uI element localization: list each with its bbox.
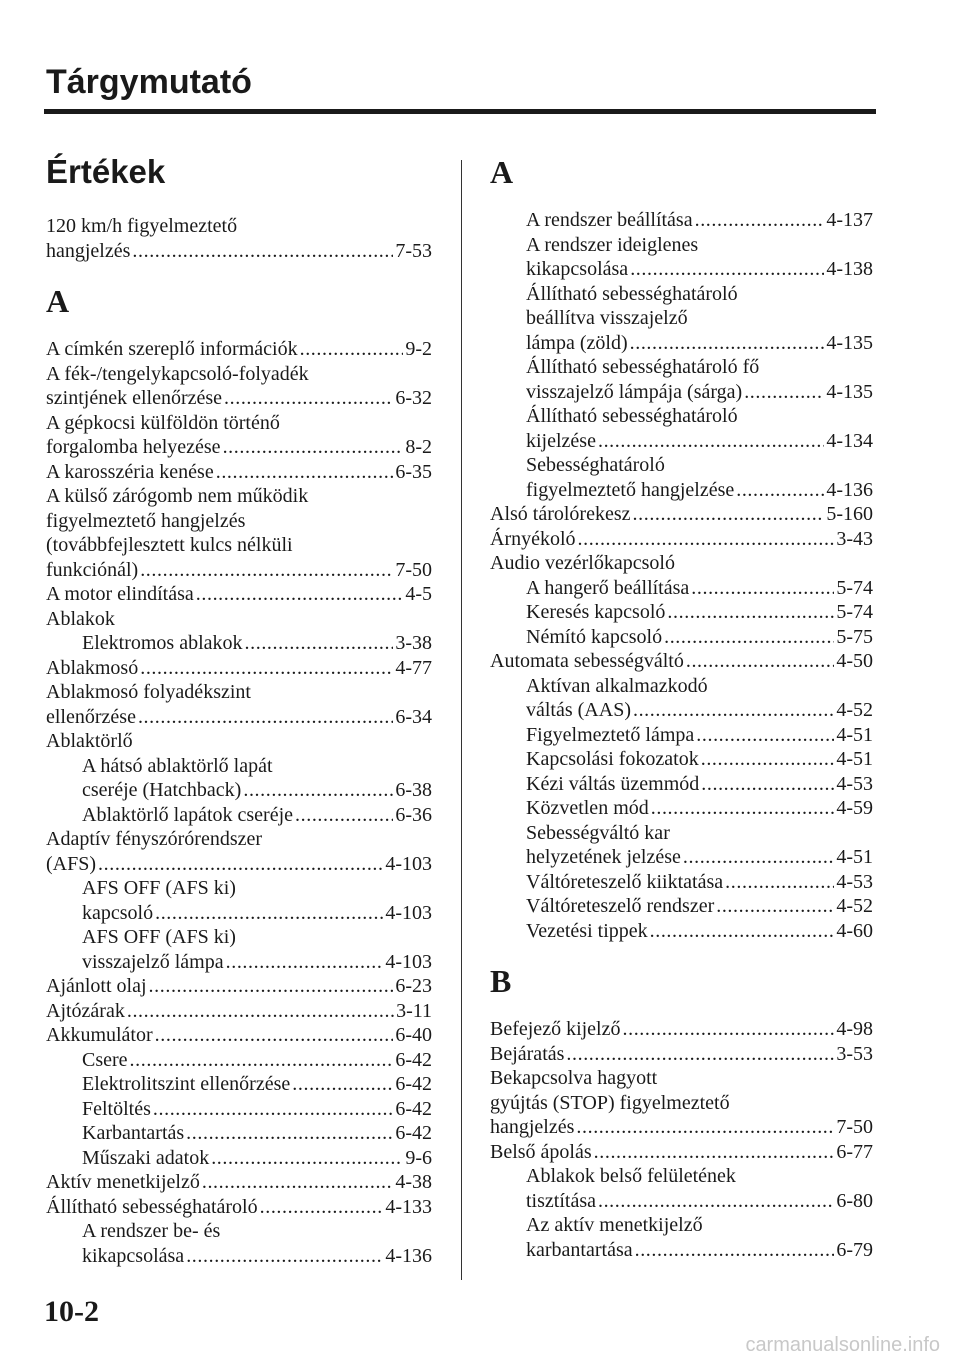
index-entry <box>46 509 432 534</box>
entry-text: Bejáratás <box>490 1042 565 1065</box>
entry-text: forgalomba helyezése <box>46 436 221 458</box>
index-subentry <box>46 1219 432 1244</box>
index-subentry <box>490 429 873 454</box>
page-reference: 4-51 <box>836 748 873 770</box>
page-reference: 4-135 <box>826 331 873 354</box>
entry-text: Váltóreteszelő rendszer <box>526 895 715 917</box>
entry-text: Aktívan alkalmazkodó <box>526 674 708 697</box>
entry-text: ellenőrzése <box>46 705 136 728</box>
leader-dots <box>633 698 834 723</box>
page-reference: 4-136 <box>385 1244 432 1267</box>
index-subentry <box>490 306 873 331</box>
index-entry <box>490 1066 873 1091</box>
page-reference: 3-43 <box>836 527 873 550</box>
index-subentry <box>490 257 873 282</box>
leader-dots <box>243 778 393 803</box>
page-reference: 6-42 <box>395 1122 432 1144</box>
entry-text: Váltóreteszelő kiiktatása <box>526 870 724 893</box>
entry-text: visszajelző lámpája (sárga) <box>526 380 743 403</box>
entry-text: Elektrolitszint ellenőrzése <box>82 1073 291 1095</box>
leader-dots <box>127 999 394 1024</box>
entry-text: Audio vezérlőkapcsoló <box>490 552 675 574</box>
leader-dots <box>295 803 393 828</box>
index-subentry <box>490 404 873 429</box>
index-entry <box>46 386 432 411</box>
index-entry <box>46 411 432 436</box>
entry-text: Az aktív menetkijelző <box>526 1214 703 1236</box>
entry-text: Állítható sebességhatároló <box>526 282 738 305</box>
index-subentry <box>490 453 873 478</box>
index-entry <box>46 680 432 705</box>
entry-text: Elektromos ablakok <box>82 632 243 654</box>
index-entry <box>46 558 432 583</box>
index-subentry <box>490 698 873 723</box>
page-reference: 4-98 <box>836 1018 873 1040</box>
page-reference: 4-138 <box>826 258 873 280</box>
entry-text: Ablaktörlő lapátok cseréje <box>82 803 294 826</box>
index-subentry <box>490 772 873 797</box>
page-reference: 6-42 <box>395 1073 432 1095</box>
index-subentry <box>490 870 873 895</box>
index-subentry <box>490 233 873 258</box>
index-entry <box>46 656 432 681</box>
leader-dots <box>98 852 383 877</box>
index-entry <box>490 527 873 552</box>
index-entry <box>490 1091 873 1116</box>
leader-dots <box>140 558 393 583</box>
leader-dots <box>651 796 835 821</box>
entry-text: szintjének ellenőrzése <box>46 387 223 409</box>
page-reference: 4-77 <box>395 656 432 679</box>
index-entry <box>46 827 432 852</box>
entry-text: helyzetének jelzése <box>526 846 681 868</box>
page-reference: 6-80 <box>836 1189 873 1212</box>
index-entry <box>490 502 873 527</box>
leader-dots <box>155 1023 394 1048</box>
page-reference: 6-36 <box>395 803 432 826</box>
index-entry <box>46 1195 432 1220</box>
entry-text: Automata sebességváltó <box>490 650 684 672</box>
index-subentry <box>46 778 432 803</box>
leader-dots <box>138 705 393 730</box>
page-number: 10-2 <box>44 1295 99 1328</box>
page-reference: 4-50 <box>836 650 873 672</box>
page-reference: 4-137 <box>826 209 873 231</box>
page-reference: 4-53 <box>836 772 873 795</box>
page-reference: 6-23 <box>395 975 432 997</box>
leader-dots <box>594 1140 835 1165</box>
leader-dots <box>667 600 834 625</box>
index-subentry <box>46 754 432 779</box>
leader-dots <box>635 1238 835 1263</box>
index-subentry <box>490 625 873 650</box>
entry-text: Keresés kapcsoló <box>526 601 666 623</box>
section-heading: Értékek <box>46 153 166 190</box>
entry-text: beállítva visszajelző <box>526 307 688 329</box>
page-reference: 6-35 <box>395 460 432 483</box>
leader-dots <box>716 894 834 919</box>
leader-dots <box>300 337 404 362</box>
entry-text: figyelmeztető hangjelzés <box>46 509 246 532</box>
leader-dots <box>630 257 824 282</box>
entry-text: AFS OFF (AFS ki) <box>82 926 236 948</box>
index-subentry <box>490 821 873 846</box>
leader-dots <box>695 208 825 233</box>
page-reference: 4-52 <box>836 699 873 721</box>
index-subentry <box>46 925 432 950</box>
entry-text: A hangerő beállítása <box>526 576 690 599</box>
index-entry <box>46 214 432 239</box>
index-subentry <box>490 478 873 503</box>
entry-text: A rendszer ideiglenes <box>526 233 699 256</box>
entry-text: A címkén szereplő információk <box>46 338 298 360</box>
index-entry <box>46 705 432 730</box>
entry-text: Némító kapcsoló <box>526 625 663 648</box>
index-subentry <box>46 876 432 901</box>
index-entry <box>490 1042 873 1067</box>
entry-text: Ablakmosó folyadékszint <box>46 681 251 703</box>
page-reference: 4-59 <box>836 797 873 819</box>
page-reference: 7-50 <box>836 1116 873 1138</box>
leader-dots <box>691 576 834 601</box>
page-reference: 4-135 <box>826 380 873 403</box>
entry-text: Műszaki adatok <box>82 1146 210 1169</box>
index-subentry <box>46 950 432 975</box>
leader-dots <box>216 460 394 485</box>
page-reference: 4-53 <box>836 870 873 893</box>
index-entry <box>46 1170 432 1195</box>
index-entry <box>46 1023 432 1048</box>
entry-text: kikapcsolása <box>526 258 629 280</box>
entry-text: 120 km/h figyelmeztető <box>46 215 238 237</box>
entry-text: cseréje (Hatchback) <box>82 779 242 801</box>
page-reference: 4-52 <box>836 895 873 917</box>
entry-text: Alsó tárolórekesz <box>490 503 631 525</box>
leader-dots <box>224 386 393 411</box>
index-subentry <box>490 1238 873 1263</box>
entry-text: Ablaktörlő <box>46 730 133 752</box>
leader-dots <box>202 1170 393 1195</box>
leader-dots <box>226 950 384 975</box>
entry-text: váltás (AAS) <box>526 699 631 721</box>
entry-text: tisztítása <box>526 1189 596 1212</box>
page-reference: 4-51 <box>836 846 873 868</box>
index-subentry <box>490 894 873 919</box>
page-reference: 4-103 <box>385 852 432 875</box>
leader-dots <box>578 527 835 552</box>
entry-text: Adaptív fényszórórendszer <box>46 828 263 850</box>
index-entry <box>490 1140 873 1165</box>
header-rule <box>44 109 876 114</box>
index-subentry <box>46 901 432 926</box>
index-entry <box>46 729 432 754</box>
entry-text: hangjelzés <box>46 239 131 262</box>
index-subentry <box>490 355 873 380</box>
page-reference: 4-103 <box>385 950 432 973</box>
page-reference: 5-74 <box>836 576 873 599</box>
leader-dots <box>701 747 835 772</box>
leader-dots <box>186 1121 393 1146</box>
entry-text: A rendszer be- és <box>82 1220 221 1242</box>
page-reference: 3-38 <box>395 632 432 654</box>
entry-text: A rendszer beállítása <box>526 209 693 231</box>
leader-dots <box>132 239 393 264</box>
page-reference: 6-38 <box>395 779 432 801</box>
index-subentry <box>46 1146 432 1171</box>
index-entry <box>46 582 432 607</box>
letter-heading: A <box>46 283 70 319</box>
index-entry <box>490 551 873 576</box>
leader-dots <box>598 429 824 454</box>
leader-dots <box>153 1097 393 1122</box>
page-reference: 6-42 <box>395 1097 432 1120</box>
leader-dots <box>211 1146 403 1171</box>
leader-dots <box>576 1115 834 1140</box>
entry-text: Sebességhatároló <box>526 454 665 476</box>
index-subentry <box>490 576 873 601</box>
index-subentry <box>490 331 873 356</box>
index-subentry <box>490 674 873 699</box>
entry-text: Ajánlott olaj <box>46 975 147 997</box>
leader-dots <box>566 1042 834 1067</box>
entry-text: kikapcsolása <box>82 1244 185 1267</box>
leader-dots <box>630 331 825 356</box>
page-reference: 6-32 <box>395 387 432 409</box>
leader-dots <box>223 435 404 460</box>
index-subentry <box>490 1164 873 1189</box>
leader-dots <box>633 502 825 527</box>
entry-text: Ablakok <box>46 607 115 630</box>
entry-text: (továbbfejlesztett kulcs nélküli <box>46 534 293 556</box>
index-subentry <box>46 803 432 828</box>
page-reference: 4-103 <box>385 901 432 924</box>
index-entry <box>46 362 432 387</box>
page-reference: 3-11 <box>396 999 432 1022</box>
index-subentry <box>490 845 873 870</box>
page-reference: 6-42 <box>395 1048 432 1071</box>
index-entry <box>46 435 432 460</box>
index-entry <box>46 239 432 264</box>
entry-text: kapcsoló <box>82 901 154 924</box>
index-subentry <box>46 1097 432 1122</box>
leader-dots <box>292 1072 393 1097</box>
leader-dots <box>186 1244 383 1269</box>
page-reference: 6-40 <box>395 1024 432 1046</box>
entry-text: kijelzése <box>526 429 596 452</box>
page-reference: 5-74 <box>836 601 873 623</box>
leader-dots <box>744 380 824 405</box>
entry-text: A motor elindítása <box>46 583 194 605</box>
index-entry <box>46 974 432 999</box>
watermark: carmanualsonline.info <box>745 1334 940 1356</box>
entry-text: Kézi váltás üzemmód <box>526 772 700 795</box>
leader-dots <box>623 1017 835 1042</box>
index-entry <box>46 337 432 362</box>
index-subentry <box>490 919 873 944</box>
index-subentry <box>46 1048 432 1073</box>
page-reference: 8-2 <box>405 436 432 458</box>
letter-heading: A <box>490 154 514 190</box>
entry-text: Befejező kijelző <box>490 1018 621 1040</box>
leader-dots <box>260 1195 384 1220</box>
page-reference: 5-75 <box>836 625 873 648</box>
page-reference: 4-134 <box>826 429 873 452</box>
entry-text: Aktív menetkijelző <box>46 1171 200 1193</box>
leader-dots <box>736 478 824 503</box>
entry-text: Ajtózárak <box>46 999 125 1022</box>
leader-dots <box>696 723 834 748</box>
page-reference: 5-160 <box>826 503 873 525</box>
page-reference: 6-79 <box>836 1238 873 1261</box>
page-reference: 4-60 <box>836 919 873 942</box>
entry-text: A hátsó ablaktörlő lapát <box>82 754 273 777</box>
page-reference: 7-50 <box>395 558 432 581</box>
entry-text: A külső zárógomb nem működik <box>46 485 309 507</box>
page-reference: 4-5 <box>405 583 432 605</box>
index-entry <box>46 533 432 558</box>
index-subentry <box>490 600 873 625</box>
entry-text: Akkumulátor <box>46 1024 153 1046</box>
entry-text: (AFS) <box>46 852 97 875</box>
entry-text: lámpa (zöld) <box>526 331 628 354</box>
leader-dots <box>196 582 404 607</box>
page-reference: 9-2 <box>405 338 432 360</box>
entry-text: Figyelmeztető lámpa <box>526 723 695 746</box>
entry-text: Kapcsolási fokozatok <box>526 748 699 770</box>
leader-dots <box>149 974 394 999</box>
entry-text: A fék-/tengelykapcsoló-folyadék <box>46 362 309 385</box>
index-entry <box>46 460 432 485</box>
leader-dots <box>683 845 834 870</box>
index-entry <box>46 852 432 877</box>
leader-dots <box>686 649 834 674</box>
index-subentry <box>46 1244 432 1269</box>
index-entry <box>490 649 873 674</box>
entry-text: visszajelző lámpa <box>82 950 224 973</box>
entry-text: Belső ápolás <box>490 1140 592 1163</box>
entry-text: A gépkocsi külföldön történő <box>46 411 280 434</box>
entry-text: Csere <box>82 1048 128 1071</box>
entry-text: funkciónál) <box>46 558 139 581</box>
index-entry <box>46 607 432 632</box>
entry-text: Vezetési tippek <box>526 919 648 942</box>
index-subentry <box>490 1189 873 1214</box>
entry-text: gyújtás (STOP) figyelmeztető <box>490 1091 730 1114</box>
entry-text: A karosszéria kenése <box>46 460 214 483</box>
entry-text: Közvetlen mód <box>526 797 649 819</box>
leader-dots <box>140 656 393 681</box>
leader-dots <box>725 870 834 895</box>
leader-dots <box>245 631 394 656</box>
leader-dots <box>130 1048 394 1073</box>
entry-text: Állítható sebességhatároló fő <box>526 356 760 378</box>
entry-text: AFS OFF (AFS ki) <box>82 877 236 899</box>
page-reference: 9-6 <box>405 1146 432 1169</box>
entry-text: Bekapcsolva hagyott <box>490 1067 658 1089</box>
index-entry <box>490 1017 873 1042</box>
page-reference: 4-133 <box>385 1195 432 1218</box>
index-subentry <box>490 208 873 233</box>
entry-text: Állítható sebességhatároló <box>46 1195 258 1218</box>
page-reference: 4-51 <box>836 723 873 746</box>
column-divider <box>461 160 462 1280</box>
page-header-title: Tárgymutató <box>46 63 252 101</box>
index-column-right <box>490 150 873 1262</box>
index-subentry <box>490 1213 873 1238</box>
index-column-left <box>46 150 432 1268</box>
index-subentry <box>490 723 873 748</box>
index-subentry <box>46 1072 432 1097</box>
page-reference: 3-53 <box>836 1042 873 1065</box>
leader-dots <box>155 901 383 926</box>
entry-text: karbantartása <box>526 1238 633 1261</box>
page-reference: 4-136 <box>826 478 873 501</box>
letter-heading: B <box>490 963 512 999</box>
leader-dots <box>701 772 834 797</box>
leader-dots <box>664 625 834 650</box>
entry-text: hangjelzés <box>490 1116 575 1138</box>
index-entry <box>46 484 432 509</box>
entry-text: Karbantartás <box>82 1122 185 1144</box>
index-entry <box>490 1115 873 1140</box>
index-subentry <box>46 631 432 656</box>
page-reference: 6-77 <box>836 1140 873 1163</box>
entry-text: figyelmeztető hangjelzése <box>526 478 735 501</box>
index-subentry <box>490 747 873 772</box>
page-reference: 7-53 <box>395 239 432 262</box>
entry-text: Feltöltés <box>82 1097 151 1120</box>
page-reference: 4-38 <box>395 1171 432 1193</box>
entry-text: Ablakok belső felületének <box>526 1165 736 1187</box>
index-subentry <box>490 796 873 821</box>
leader-dots <box>650 919 835 944</box>
entry-text: Ablakmosó <box>46 656 139 679</box>
index-subentry <box>490 380 873 405</box>
entry-text: Állítható sebességhatároló <box>526 405 738 427</box>
index-subentry <box>490 282 873 307</box>
entry-text: Sebességváltó kar <box>526 821 670 844</box>
index-entry <box>46 999 432 1024</box>
index-subentry <box>46 1121 432 1146</box>
page-reference: 6-34 <box>395 705 432 728</box>
entry-text: Árnyékoló <box>490 527 576 550</box>
leader-dots <box>598 1189 834 1214</box>
